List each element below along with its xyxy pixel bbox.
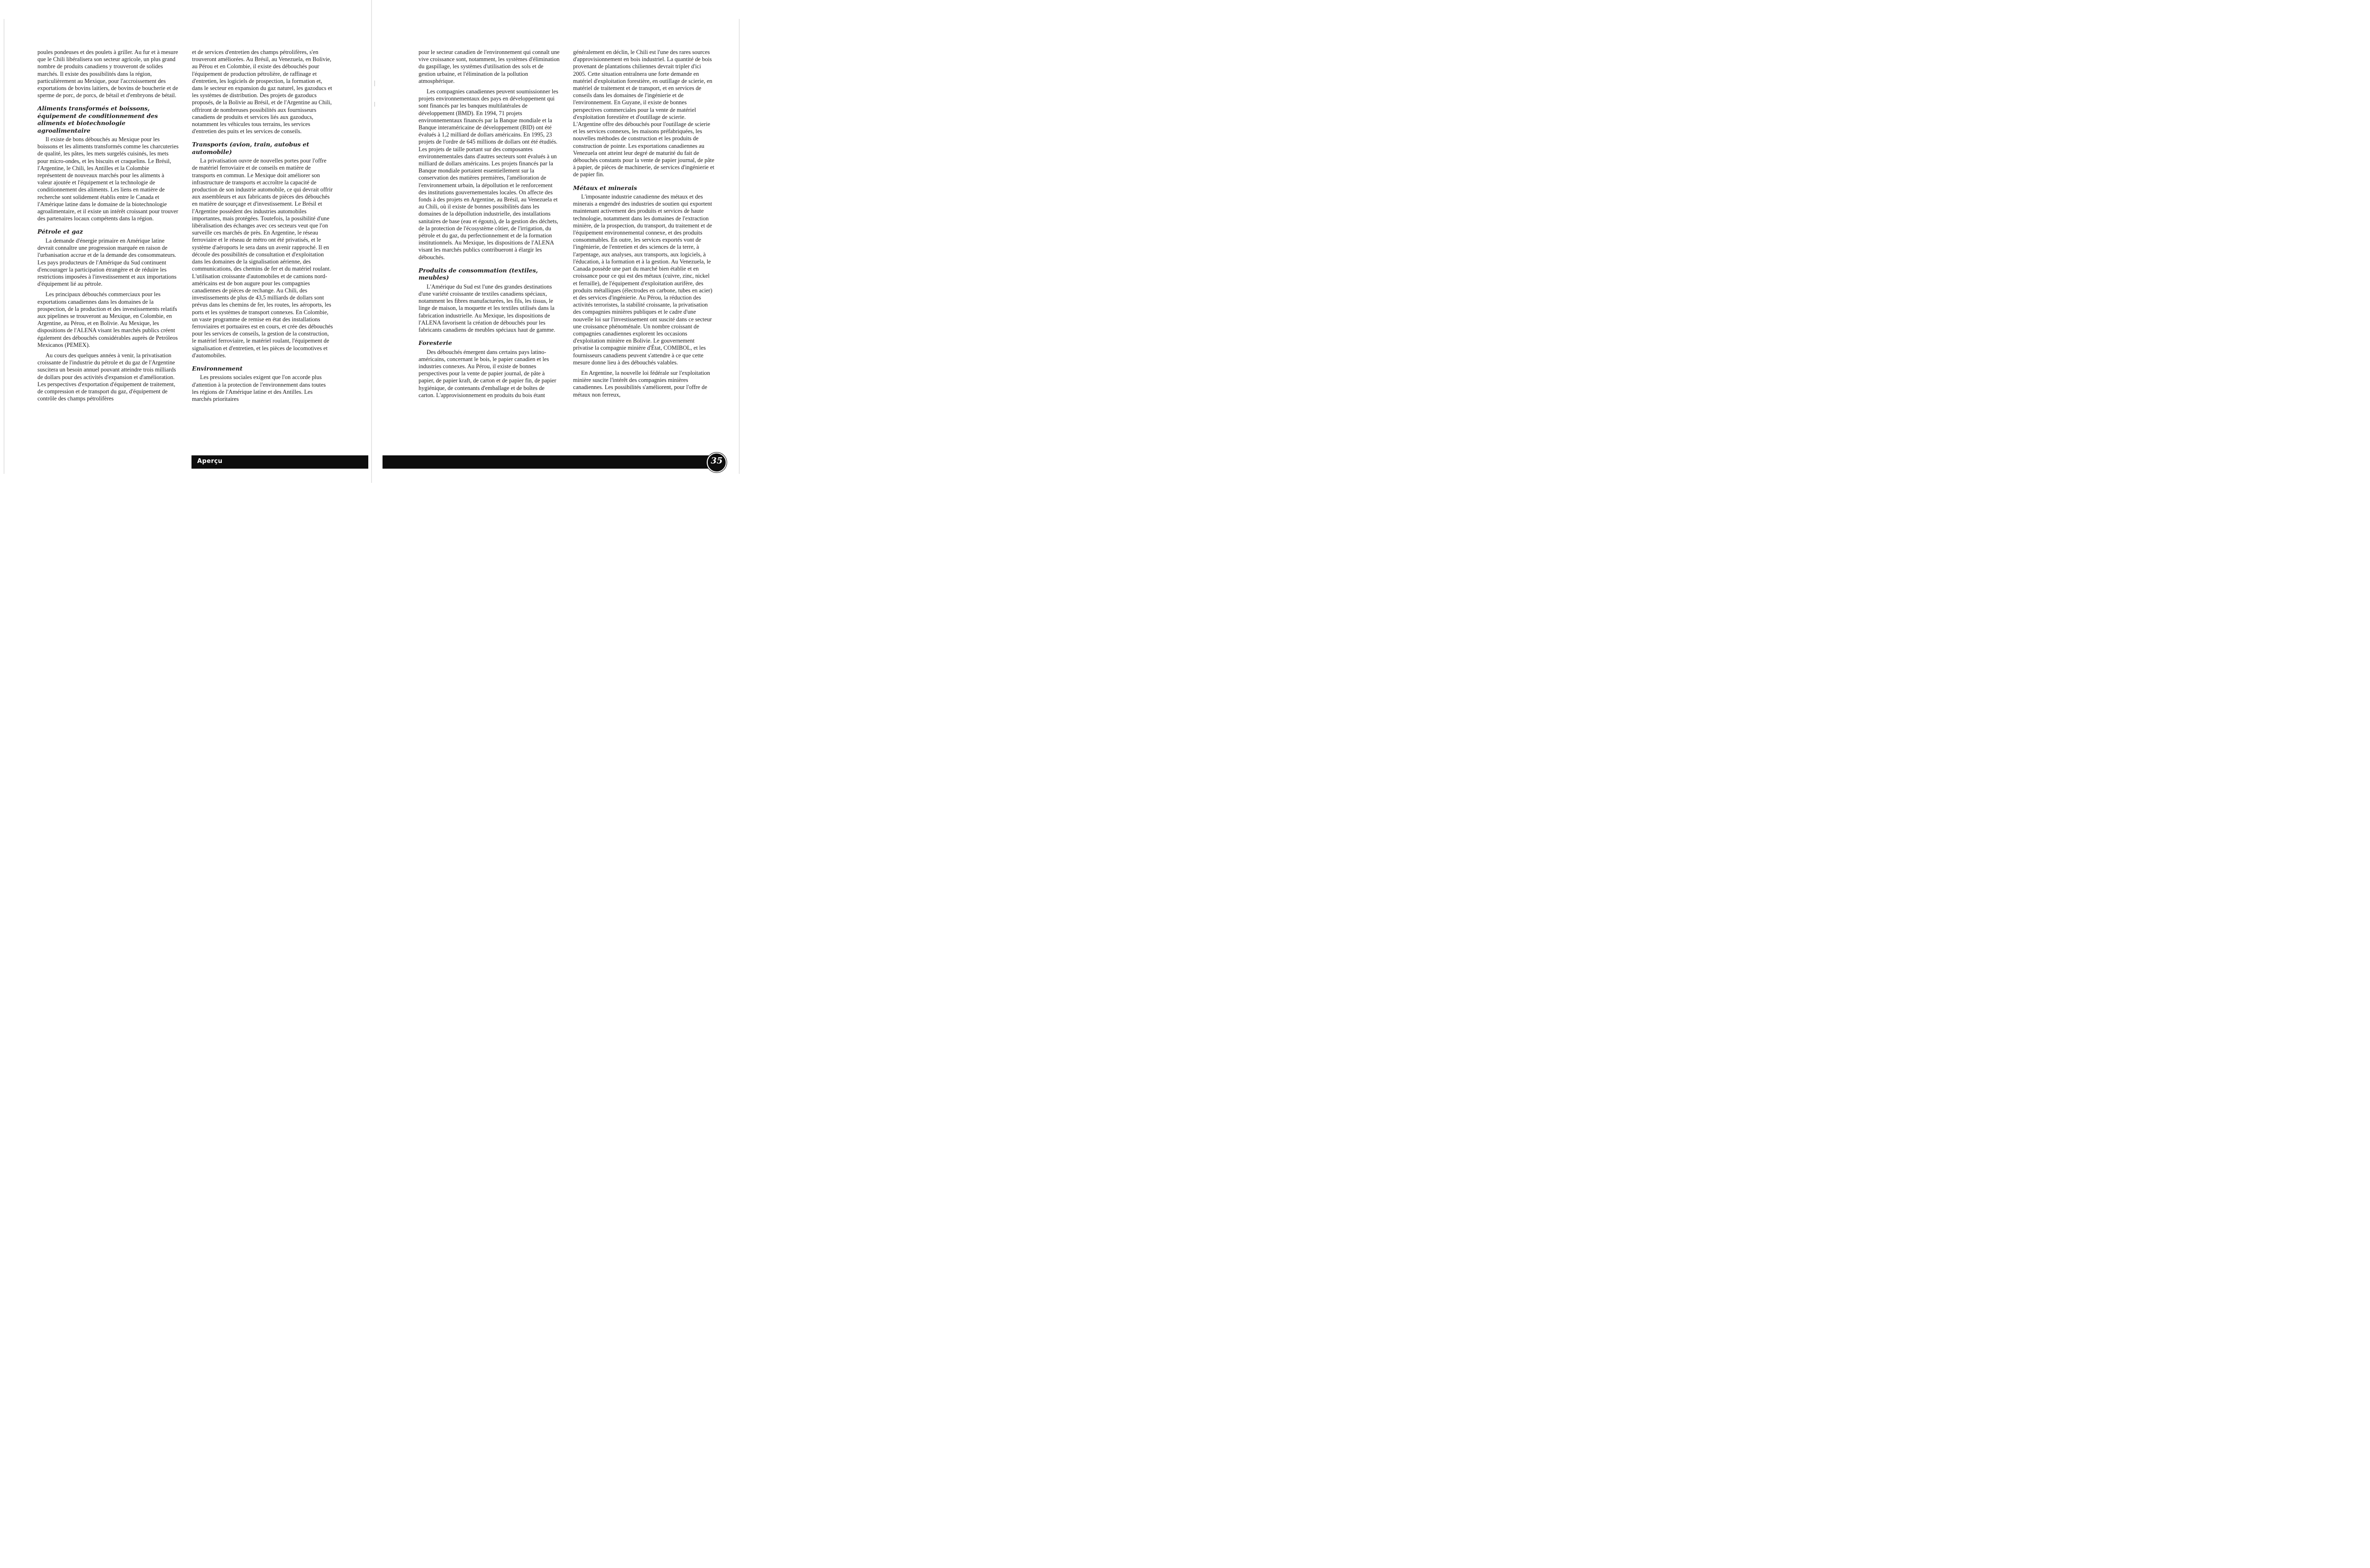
paragraph: Au cours des quelques années à venir, la privatisation croissante de l'industrie du pétrole et du gaz de l'Argentine suscitera un besoin annuel pouvant atteindre trois milliards de dollars pour des activités d'expansion et d'amélioration. Les perspectives d'exportation d'équipement de traitement, de compression et de transport du gaz, d'équipement de contrôle des champs pétrolifères — [37, 352, 176, 402]
paragraph: La privatisation ouvre de nouvelles portes pour l'offre de matériel ferroviaire et de conseils en matière de transports en commun. Le Mexique doit améliorer son infrastructure de transports et accroître la capacité de production de son industrie automobile, ce qui devrait offrir aux assembleurs et aux fabricants de pièces des débouchés en matière de sourçage et d'investissement. Le Brésil et l'Argentine possèdent des industries automobiles importantes, mais protégées. Toutefois, la possibilité d'une libéralisation des échanges avec ces secteurs veut que l'on surveille ces marchés de près. En Argentine, le réseau ferroviaire et le réseau de métro ont été privatisés, et le système d'aéroports le sera dans un avenir rapproché. Il en découle des possibilités de consultation et d'exploitation dans les domaines de la signalisation aérienne, des communications, des chemins de fer et du matériel roulant. L'utilisation croissante d'automobiles et de camions nord-américains est de bon augure pour les compagnies canadiennes de pièces de rechange. Au Chili, des investissements de plus de 43,5 milliards de dollars sont prévus dans les chemins de fer, les routes, les aéroports, les ports et les systèmes de transport connexes. En Colombie, un vaste programme de remise en état des installations ferroviaires et portuaires est en cours, et crée des débouchés pour les services de conseils, la gestion de la construction, le matériel ferroviaire, le matériel roulant, l'équipement de signalisation et d'entretien, et les pièces de locomotives et d'automobiles. — [192, 157, 333, 359]
section-heading: Pétrole et gaz — [37, 228, 83, 236]
text-column-4 — [573, 49, 714, 402]
footer-bar-right — [383, 455, 716, 469]
paragraph: Il existe de bons débouchés au Mexique pour les boissons et les aliments transformés comme les charcuteries de qualité, les pâtes, les mets surgelés cuisinés, les mets pour micro-ondes, et les biscuits et craquelins. Le Brésil, l'Argentine, le Chili, les Antilles et la Colombie représentent de nouveaux marchés pour les aliments à valeur ajoutée et l'équipement et la technologie de conditionnement des aliments. Les liens en matière de recherche sont solidement établis entre le Canada et l'Amérique latine dans le domaine de la biotechnologie agroalimentaire, et il existe un intérêt croissant pour trouver des partenaires locaux compétents dans la région. — [37, 136, 179, 222]
section-heading: Environnement — [192, 364, 243, 372]
paragraph: généralement en déclin, le Chili est l'une des rares sources d'approvisionnement en bois industriel. La quantité de bois provenant de plantations chiliennes devrait tripler d'ici 2005. Cette situation entraînera une forte demande en matériel d'exploitation forestière, en outillage de scierie, en matériel de traitement et de transport, et en services de conseils dans les domaines de l'ingénierie et de l'environnement. En Guyane, il existe de bonnes perspectives commerciales pour la vente de matériel d'exploitation forestière et d'outillage de scierie. L'Argentine offre des débouchés pour l'outillage de scierie et les services connexes, les maisons préfabriquées, les nouvelles méthodes de construction et les produits de construction de pointe. Les exportations canadiennes au Venezuela ont atteint leur degré de maturité du fait de débouchés constants pour la vente de papier journal, de pâte à papier, de pièces de machinerie, de services d'ingénierie et de papier fin. — [573, 49, 714, 178]
section-heading: Métaux et minerais — [573, 184, 637, 191]
section-heading: Aliments transformés et boissons, équipement de conditionnement des aliments et biotechnologie agroalimentaire — [37, 105, 158, 134]
section-heading: Produits de consommation (textiles, meubles) — [419, 266, 538, 281]
text-column-1 — [37, 49, 179, 406]
text-column-3 — [419, 49, 560, 402]
paragraph: L'imposante industrie canadienne des métaux et des minerais a engendré des industries de soutien qui exportent maintenant activement des produits et services de haute technologie, notamment dans les domaines de l'extraction minière, de la prospection, du transport, du traitement et de l'équipement environnemental connexe, et des produits consommables. En outre, les services exportés vont de l'ingénierie, de l'entretien et des sciences de la terre, à l'arpentage, aux analyses, aux transports, aux logiciels, à l'éducation, à la formation et à la gestion. Au Venezuela, le Canada possède une part du marché bien établie et en croissance pour ce qui est des métaux (cuivre, zinc, nickel et ferraille), de l'équipement d'exploitation aurifère, des produits métalliques (électrodes en carbone, tubes en acier) et des services d'ingénierie. Au Pérou, la réduction des activités terroristes, la stabilité croissante, la privatisation des compagnies minières publiques et le cadre d'une nouvelle loi sur l'investissement ont suscité dans ce secteur une croissance phénoménale. Un nombre croissant de compagnies canadiennes explorent les occasions d'exploitation minière en Bolivie. Le gouvernement privatise la compagnie minière d'État, COMIBOL, et les fournisseurs canadiens peuvent s'attendre à ce que cette mesure donne lieu à des débouchés valables. — [573, 193, 712, 366]
paragraph: L'Amérique du Sud est l'une des grandes destinations d'une variété croissante de textiles canadiens spéciaux, notamment les fibres manufacturées, les fils, les tissus, le linge de maison, la moquette et les textiles utilisés dans la fabrication industrielle. Au Mexique, les dispositions de l'ALENA favorisent la création de débouchés pour les fabricants canadiens de meubles spéciaux haut de gamme. — [419, 283, 556, 333]
page-number: 35 — [711, 456, 723, 466]
book-gutter — [371, 0, 372, 483]
crop-mark — [374, 102, 375, 107]
paragraph: Les pressions sociales exigent que l'on accorde plus d'attention à la protection de l'environnement dans toutes les régions de l'Amérique latine et des Antilles. Les marchés prioritaires — [192, 374, 326, 402]
paragraph: et de services d'entretien des champs pétrolifères, s'en trouveront améliorées. Au Brésil, au Venezuela, en Bolivie, au Pérou et en Colombie, il existe des débouchés pour l'équipement de production pétrolière, de raffinage et d'entretien, les logiciels de prospection, la formation et, dans le secteur en expansion du gaz naturel, les gazoducs et les systèmes de distribution. Des projets de gazoducs proposés, de la Bolivie au Brésil, et de l'Argentine au Chili, offriront de nombreuses possibilités aux fournisseurs canadiens de produits et services liés aux gazoducs, notamment les véhicules tous terrains, les services d'entretien des puits et les services de conseils. — [192, 49, 332, 135]
paragraph: En Argentine, la nouvelle loi fédérale sur l'exploitation minière suscite l'intérêt des compagnies minières canadiennes. Les possibilités s'améliorent, pour l'offre de métaux non ferreux, — [573, 369, 710, 398]
text-column-2 — [192, 49, 333, 406]
section-heading: Foresterie — [419, 339, 452, 347]
paragraph: pour le secteur canadien de l'environnement qui connaît une vive croissance sont, notamment, les systèmes d'élimination du gaspillage, les systèmes d'utilisation des sols et de gestion urbaine, et l'élimination de la pollution atmosphérique. — [419, 49, 560, 84]
paragraph: Des débouchés émergent dans certains pays latino-américains, concernant le bois, le papier canadien et les industries connexes. Au Pérou, il existe de bonnes perspectives pour la vente de papier journal, de pâte à papier, de papier kraft, de carton et de papier fin, de papier hygiénique, de contenants d'emballage et de boîtes de carton. L'approvisionnement en produits du bois étant — [419, 348, 556, 399]
section-heading: Transports (avion, train, autobus et automobile) — [192, 141, 310, 155]
paragraph: Les compagnies canadiennes peuvent soumissionner les projets environnementaux des pays en développement qui sont financés par les banques multilatérales de développement (BMD). En 1994, 71 projets environnementaux financés par la Banque mondiale et la Banque interaméricaine de développement (BID) ont été évalués à 1,2 milliard de dollars américains. En 1995, 23 projets de l'ordre de 645 millions de dollars ont été étudiés. Les projets de taille portant sur des composantes environnementales dans d'autres secteurs sont évalués à un milliard de dollars américains. Les projets financés par la Banque mondiale portaient essentiellement sur la conservation des matières premières, l'amélioration de l'environnement urbain, la dépollution et le renforcement des institutions gouvernementales locales. On affecte des fonds à des projets en Argentine, au Brésil, au Venezuela et au Chili, où il existe de bonnes possibilités dans les domaines de la dépollution industrielle, des installations sanitaires de base (eau et égouts), de la gestion des déchets, de la protection de l'écosystème côtier, de l'irrigation, du pétrole et du gaz, du perfectionnement et de la formation institutionnels. Au Mexique, les dispositions de l'ALENA visant les marchés publics contribueront à élargir les débouchés. — [419, 88, 558, 261]
paragraph: La demande d'énergie primaire en Amérique latine devrait connaître une progression marquée en raison de l'urbanisation accrue et de la demande des consommateurs. Les pays producteurs de l'Amérique du Sud continuent d'encourager la participation étrangère et de réduire les restrictions imposées à l'investissement et aux importations d'équipement lié au pétrole. — [37, 237, 177, 288]
paragraph: poules pondeuses et des poulets à griller. Au fur et à mesure que le Chili libéralisera son secteur agricole, un plus grand nombre de produits canadiens y trouveront de solides marchés. Il existe des possibilités dans la région, particulièrement au Mexique, pour l'accroissement des exportations de bovins laitiers, de bovins de boucherie et de sperme de porc, de porcs, de bétail et d'embryons de bétail. — [37, 49, 178, 99]
crop-mark — [374, 81, 375, 86]
paragraph: Les principaux débouchés commerciaux pour les exportations canadiennes dans les domaines de la prospection, de la production et des investissements relatifs aux pipelines se trouveront au Mexique, en Colombie, en Argentine, au Pérou, et en Bolivie. Au Mexique, les dispositions de l'ALENA visant les marchés publics créent également des débouchés considérables auprès de Petróleos Mexicanos (PEMEX). — [37, 291, 178, 348]
footer-section-label: Aperçu — [197, 458, 223, 465]
